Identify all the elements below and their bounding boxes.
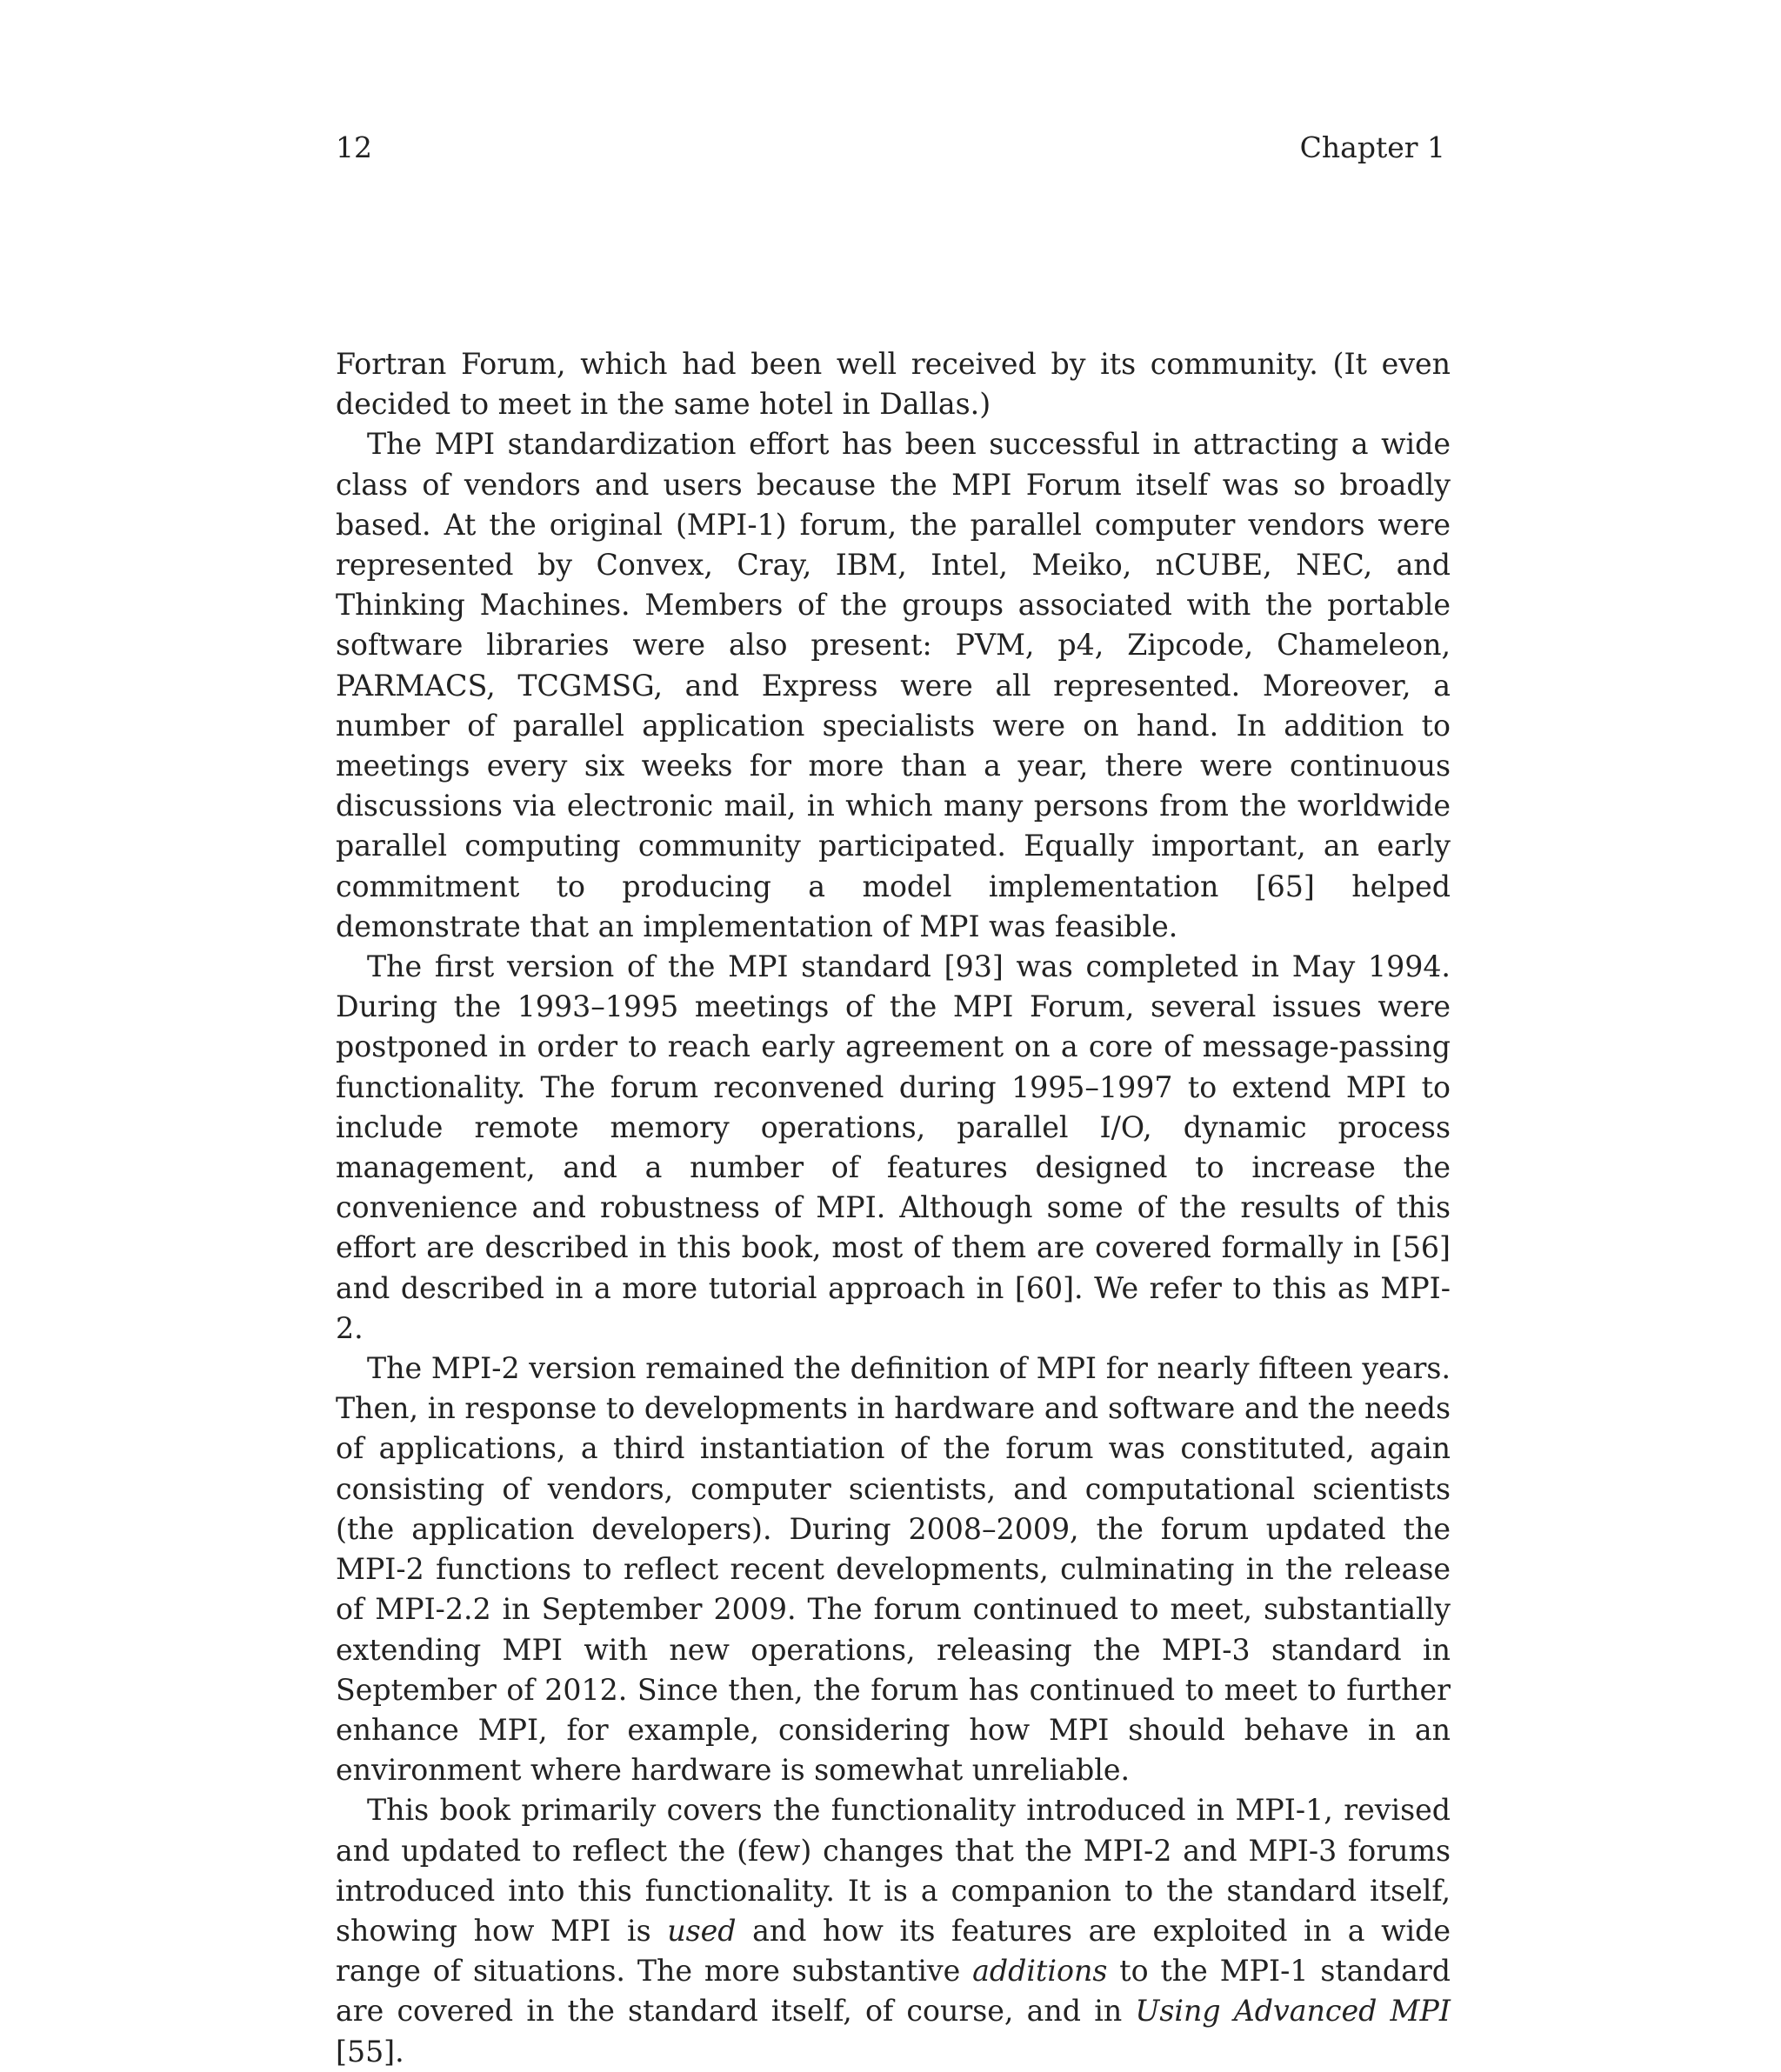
page-number: 12 <box>336 130 372 164</box>
book-title-using-advanced-mpi: Using Advanced MPI <box>1135 1994 1451 2029</box>
emphasis-additions: additions <box>972 1954 1108 1989</box>
paragraph-4: The MPI-2 version remained the definition of MPI for nearly fifteen years. Then, in response to developments in hardware and software and the needs of applications, a third instantiation of the forum was constituted, again consisting of vendors, computer scientists, and computational scientists (the application developers). During 2008–2009, the forum updated the MPI-2 functions to reflect recent developments, culminating in the release of MPI-2.2 in September 2009. The forum continued to meet, substantially extending MPI with new operations, releasing the MPI-3 standard in September of 2012. Since then, the forum has continued to meet to further enhance MPI, for example, considering how MPI should behave in an environment where hardware is somewhat unreliable. <box>336 1351 1451 1788</box>
paragraph-2: The MPI standardization effort has been successful in attracting a wide class of vendors and users because the MPI Forum itself was so broadly based. At the original (MPI-1) forum, the parallel computer vendors were represented by Convex, Cray, IBM, Intel, Meiko, nCUBE, NEC, and Thinking Machines. Members of the groups associated with the portable software libraries were also present: PVM, p4, Zipcode, Chameleon, PARMACS, TCGMSG, and Express were all represented. Moreover, a number of parallel application specialists were on hand. In addition to meetings every six weeks for more than a year, there were continuous discussions via electronic mail, in which many persons from the worldwide parallel computing community participated. Equally important, an early commitment to producing a model implementation [65] helped demonstrate that an implementation of MPI was feasible. <box>336 427 1451 943</box>
paragraph-1: Fortran Forum, which had been well received by its community. (It even decided to meet in the same hotel in Dallas.) <box>336 347 1451 422</box>
page-header <box>336 127 1445 169</box>
paragraph-5-text-3: to the MPI-1 standard are covered in the standard itself, of course, and in <box>336 1954 1451 2029</box>
paragraph-3: The first version of the MPI standard [93] was completed in May 1994. During the 1993–1995 meetings of the MPI Forum, several issues were postponed in order to reach early agreement on a core of message-passing functionality. The forum reconvened during 1995–1997 to extend MPI to include remote memory operations, parallel I/O, dynamic process management, and a number of features designed to increase the convenience and robustness of MPI. Although some of the results of this effort are described in this book, most of them are covered formally in [56] and described in a more tutorial approach in [60]. We refer to this as MPI-2. <box>336 949 1451 1345</box>
emphasis-used: used <box>667 1913 737 1948</box>
body-text <box>336 344 1451 2072</box>
running-head: Chapter 1 <box>1299 130 1445 164</box>
paragraph-5 <box>336 1790 1451 2071</box>
paragraph-5-text-4: [55]. <box>336 2034 404 2069</box>
paragraph-5-text-1: This book primarily covers the functionality introduced in MPI-1, revised and updated to reflect the (few) changes that the MPI-2 and MPI-3 forums introduced into this functionality. It is a companion to the standard itself, showing how MPI is <box>336 1793 1451 1948</box>
paragraph-5-text-2: and how its features are exploited in a wide range of situations. The more substantive <box>336 1913 1451 1989</box>
